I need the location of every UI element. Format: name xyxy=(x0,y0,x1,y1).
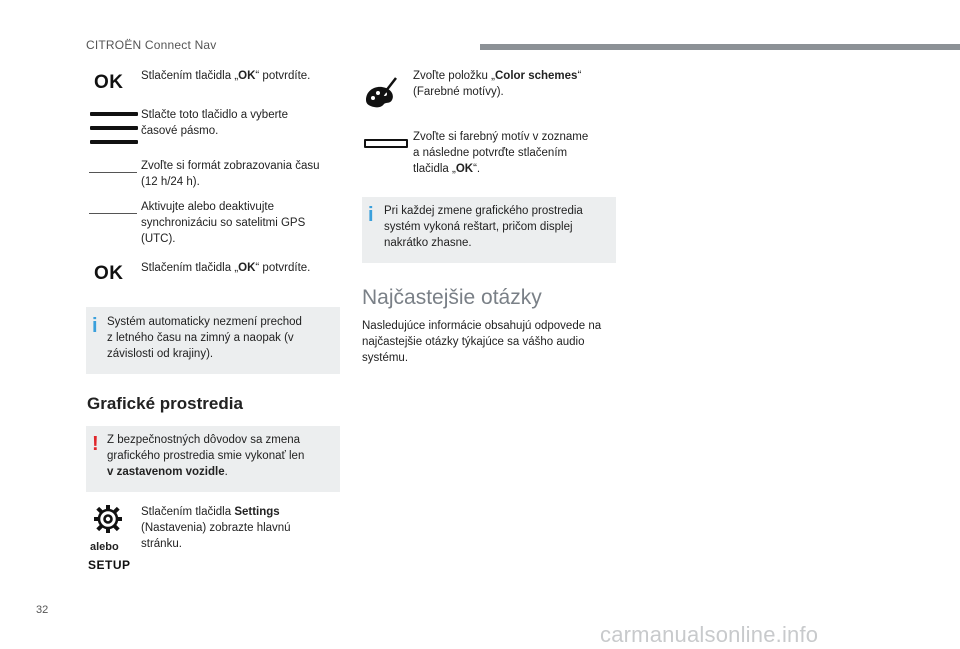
theme-select-text: Zvoľte si farebný motív v zozname a následne potvrďte stlačením tlačidla „OK“. xyxy=(413,131,589,175)
rectangle-icon xyxy=(364,139,408,148)
ok-confirm-text: Stlačením tlačidla „OK“ potvrdíte. xyxy=(141,70,311,82)
or-label: alebo xyxy=(90,541,119,553)
info-icon: i xyxy=(92,315,98,337)
gear-icon xyxy=(92,503,124,535)
color-schemes-text: Zvoľte položku „Color schemes“ (Farebné motívy). xyxy=(413,70,582,98)
faq-title: Najčastejšie otázky xyxy=(362,286,542,309)
info-icon: i xyxy=(368,204,374,226)
section-title-graphics: Grafické prostredia xyxy=(87,394,243,413)
gps-sync-text: Aktivujte alebo deaktivujte synchronizáciu so satelitmi GPS (UTC). xyxy=(141,201,306,245)
ok-confirm-text-2: Stlačením tlačidla „OK“ potvrdíte. xyxy=(141,262,311,274)
watermark: carmanualsonline.info xyxy=(600,622,819,647)
palette-icon xyxy=(362,74,400,110)
safety-warning-text: Z bezpečnostných dôvodov sa zmena grafického prostredia smie vykonať len v zastavenom vozidle. xyxy=(107,434,305,478)
header-bar xyxy=(480,44,960,50)
warning-icon: ! xyxy=(92,433,99,455)
setup-label: SETUP xyxy=(88,558,131,572)
dst-info-text: Systém automaticky nezmení prechod z letného času na zimný a naopak (v závislosti od krajiny). xyxy=(107,316,302,360)
ok-icon: OK xyxy=(94,263,124,284)
time-format-text: Zvoľte si formát zobrazovania času (12 h/24 h). xyxy=(141,160,320,188)
timezone-text: Stlačte toto tlačidlo a vyberte časové pásmo. xyxy=(141,109,289,137)
gps-line-icon xyxy=(89,213,137,214)
ok-icon: OK xyxy=(94,72,124,93)
settings-text: Stlačením tlačidla Settings (Nastavenia) zobrazte hlavnú stránku. xyxy=(141,506,291,550)
format-line-icon xyxy=(89,172,137,173)
page-number: 32 xyxy=(36,604,49,616)
header-title: CITROËN Connect Nav xyxy=(86,38,217,52)
faq-intro-text: Nasledujúce informácie obsahujú odpovede na najčastejšie otázky týkajúce sa vášho audio systému. xyxy=(362,320,602,364)
menu-icon xyxy=(90,112,138,154)
restart-info-text: Pri každej zmene grafického prostredia systém vykoná reštart, pričom displej nakrátko zhasne. xyxy=(384,205,583,249)
